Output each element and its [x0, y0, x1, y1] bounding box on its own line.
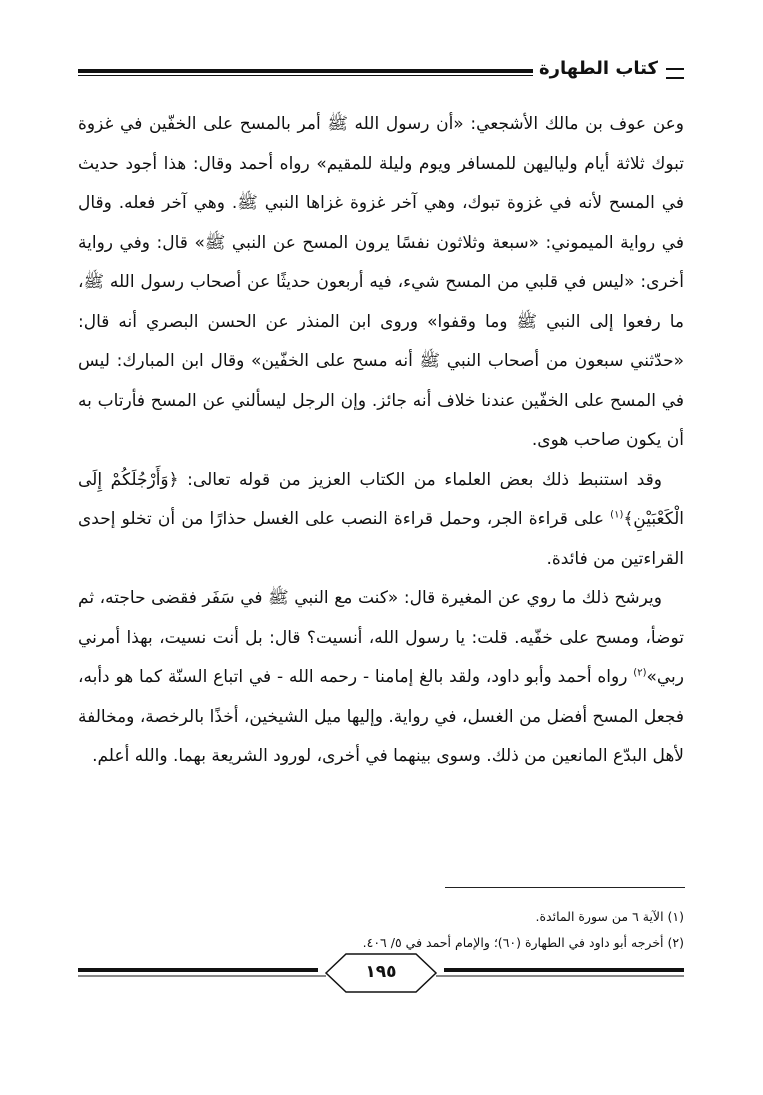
- header-rule: [78, 69, 533, 76]
- footnote-1: (١) الآية ٦ من سورة المائدة.: [535, 909, 684, 924]
- text-run: ويرشح ذلك ما روي عن المغيرة قال: «كنت مع النبي ﷺ في سَفَر فقضى حاجته، ثم توضأ، ومسح على خفّيه. قلت: يا رسول الله، أنسيت؟ قال: بل أنت نسيت، بهذا أمرني ربي»: [78, 588, 684, 687]
- running-header: [78, 58, 684, 88]
- footnote-reference: (١): [610, 509, 624, 521]
- chapter-title: كتاب الطهارة: [538, 58, 658, 79]
- text-run: رواه أحمد وأبو داود، ولقد بالغ إمامنا - رحمه الله - في اتباع السنّة كما هو دأبه، فجعل المسح أفضل من الغسل، في رواية. وإليها ميل الشيخين، أخذًا بالرخصة، ومخالفة لأهل البدّع المانعين من ذلك. وسوى بينهما في أخرى، لورود الشريعة بهما. والله أعلم.: [78, 667, 684, 766]
- paragraph-3: [78, 579, 684, 777]
- paragraph-1: [78, 105, 684, 461]
- main-text: [78, 105, 684, 777]
- text-run: وعن عوف بن مالك الأشجعي: «أن رسول الله ﷺ أمر بالمسح على الخفّين في غزوة تبوك ثلاثة أيام ولياليهن للمسافر ويوم وليلة للمقيم» رواه أحمد وقال: هذا أجود حديث في المسح لأنه في غزوة تبوك، وهي آخر غزوة غزاها النبي ﷺ. وهي آخر فعله. وقال في رواية الميموني: «سبعة وثلاثون نفسًا يرون المسح عن النبي ﷺ» قال: وفي رواية أخرى: «ليس في قلبي من المسح شيء، فيه أربعون حديثًا عن أصحاب رسول الله ﷺ، ما رفعوا إلى النبي ﷺ وما وقفوا» وروى ابن المنذر عن الحسن البصري أنه قال: «حدّثني سبعون من أصحاب النبي ﷺ أنه مسح على الخفّين» وقال ابن المبارك: ليس في المسح على الخفّين عندنا خلاف أنه جائز. وإن الرجل ليسألني عن المسح فأرتاب به أن يكون صاحب هوى.: [78, 114, 684, 450]
- footnote-reference: (٢): [633, 667, 647, 679]
- footnote-2: (٢) أخرجه أبو داود في الطهارة (٦٠)؛ والإمام أحمد في ٥/ ٤٠٦.: [362, 935, 684, 950]
- header-ornament: [666, 68, 684, 79]
- text-run: وقد استنبط ذلك بعض العلماء من الكتاب العزيز من قوله تعالى: ﴿وَأَرْجُلَكُمْ إِلَى الْكَعْبَيْنِ﴾: [78, 469, 684, 529]
- text-run: على قراءة الجر، وحمل قراءة النصب على الغسل حذارًا من أن تخلو إحدى القراءتين من فائدة.: [78, 509, 684, 569]
- page-number: ١٩٥: [365, 962, 397, 982]
- footnote-separator: [445, 887, 685, 888]
- page-footer: [78, 948, 684, 998]
- paragraph-2: [78, 461, 684, 580]
